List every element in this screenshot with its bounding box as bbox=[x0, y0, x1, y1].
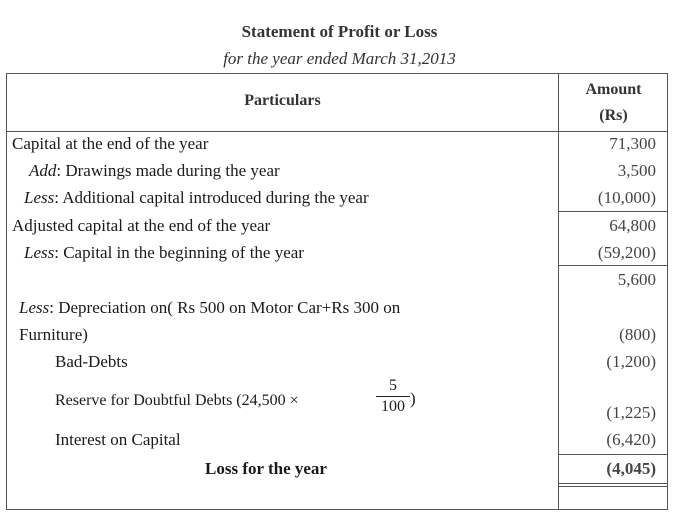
row-additional-capital-text: : Additional capital introduced during the year bbox=[54, 188, 369, 207]
row-interest-amount: (6,420) bbox=[606, 430, 656, 449]
row-reserve-amount: (1,225) bbox=[606, 403, 656, 422]
reserve-fraction-denominator: 100 bbox=[381, 398, 405, 415]
reserve-fraction-bar bbox=[376, 396, 410, 397]
row-additional-capital-amount: (10,000) bbox=[597, 188, 656, 207]
row-bad-debts-amount: (1,200) bbox=[606, 352, 656, 371]
amount-rule bbox=[558, 265, 668, 266]
header-divider bbox=[6, 131, 668, 132]
amount-rule bbox=[558, 454, 668, 455]
row-depreciation-label bbox=[19, 298, 400, 318]
row-depreciation-text: : Depreciation on( Rs 500 on Motor Car+Rs 300 on bbox=[49, 298, 401, 317]
row-bad-debts-label: Bad-Debts bbox=[55, 352, 128, 371]
row-drawings-text: : Drawings made during the year bbox=[56, 161, 280, 180]
reserve-close-paren: ) bbox=[410, 389, 416, 408]
amount-rule bbox=[558, 486, 668, 487]
row-additional-capital-prefix: Less bbox=[24, 188, 55, 207]
row-additional-capital-label bbox=[24, 188, 369, 208]
row-loss-label: Loss for the year bbox=[205, 459, 327, 478]
row-interest-label: Interest on Capital bbox=[55, 430, 181, 449]
amount-rule bbox=[558, 211, 668, 212]
row-capital-begin-prefix: Less bbox=[24, 243, 55, 262]
amount-rule bbox=[558, 483, 668, 484]
header-amount-unit: (Rs) bbox=[599, 107, 628, 124]
row-capital-end-amount: 71,300 bbox=[609, 134, 656, 153]
row-adjusted-capital-amount: 64,800 bbox=[609, 216, 656, 235]
reserve-fraction bbox=[376, 377, 410, 416]
header-amount bbox=[559, 77, 668, 129]
row-depreciation-prefix: Less bbox=[19, 298, 50, 317]
statement-subtitle: for the year ended March 31,2013 bbox=[223, 49, 456, 68]
row-drawings-amount: 3,500 bbox=[617, 161, 656, 180]
row-adjusted-capital-label: Adjusted capital at the end of the year bbox=[12, 216, 271, 235]
reserve-fraction-numerator: 5 bbox=[389, 377, 397, 394]
row-loss-amount: (4,045) bbox=[606, 459, 656, 478]
row-capital-end-label: Capital at the end of the year bbox=[12, 134, 209, 153]
row-drawings-label bbox=[29, 161, 280, 181]
row-drawings-prefix: Add bbox=[29, 161, 57, 180]
row-capital-begin-label bbox=[24, 243, 304, 263]
row-depreciation-amount: (800) bbox=[619, 325, 656, 344]
row-depreciation-label-cont: Furniture) bbox=[19, 325, 88, 344]
header-particulars: Particulars bbox=[244, 92, 321, 109]
row-reserve-label: Reserve for Doubtful Debts (24,500 × bbox=[55, 392, 299, 409]
row-capital-begin-amount: (59,200) bbox=[597, 243, 656, 262]
statement-title: Statement of Profit or Loss bbox=[241, 22, 438, 41]
header-amount-label: Amount bbox=[585, 81, 642, 98]
row-capital-begin-text: : Capital in the beginning of the year bbox=[54, 243, 304, 262]
row-subtotal-amount: 5,600 bbox=[617, 270, 656, 289]
